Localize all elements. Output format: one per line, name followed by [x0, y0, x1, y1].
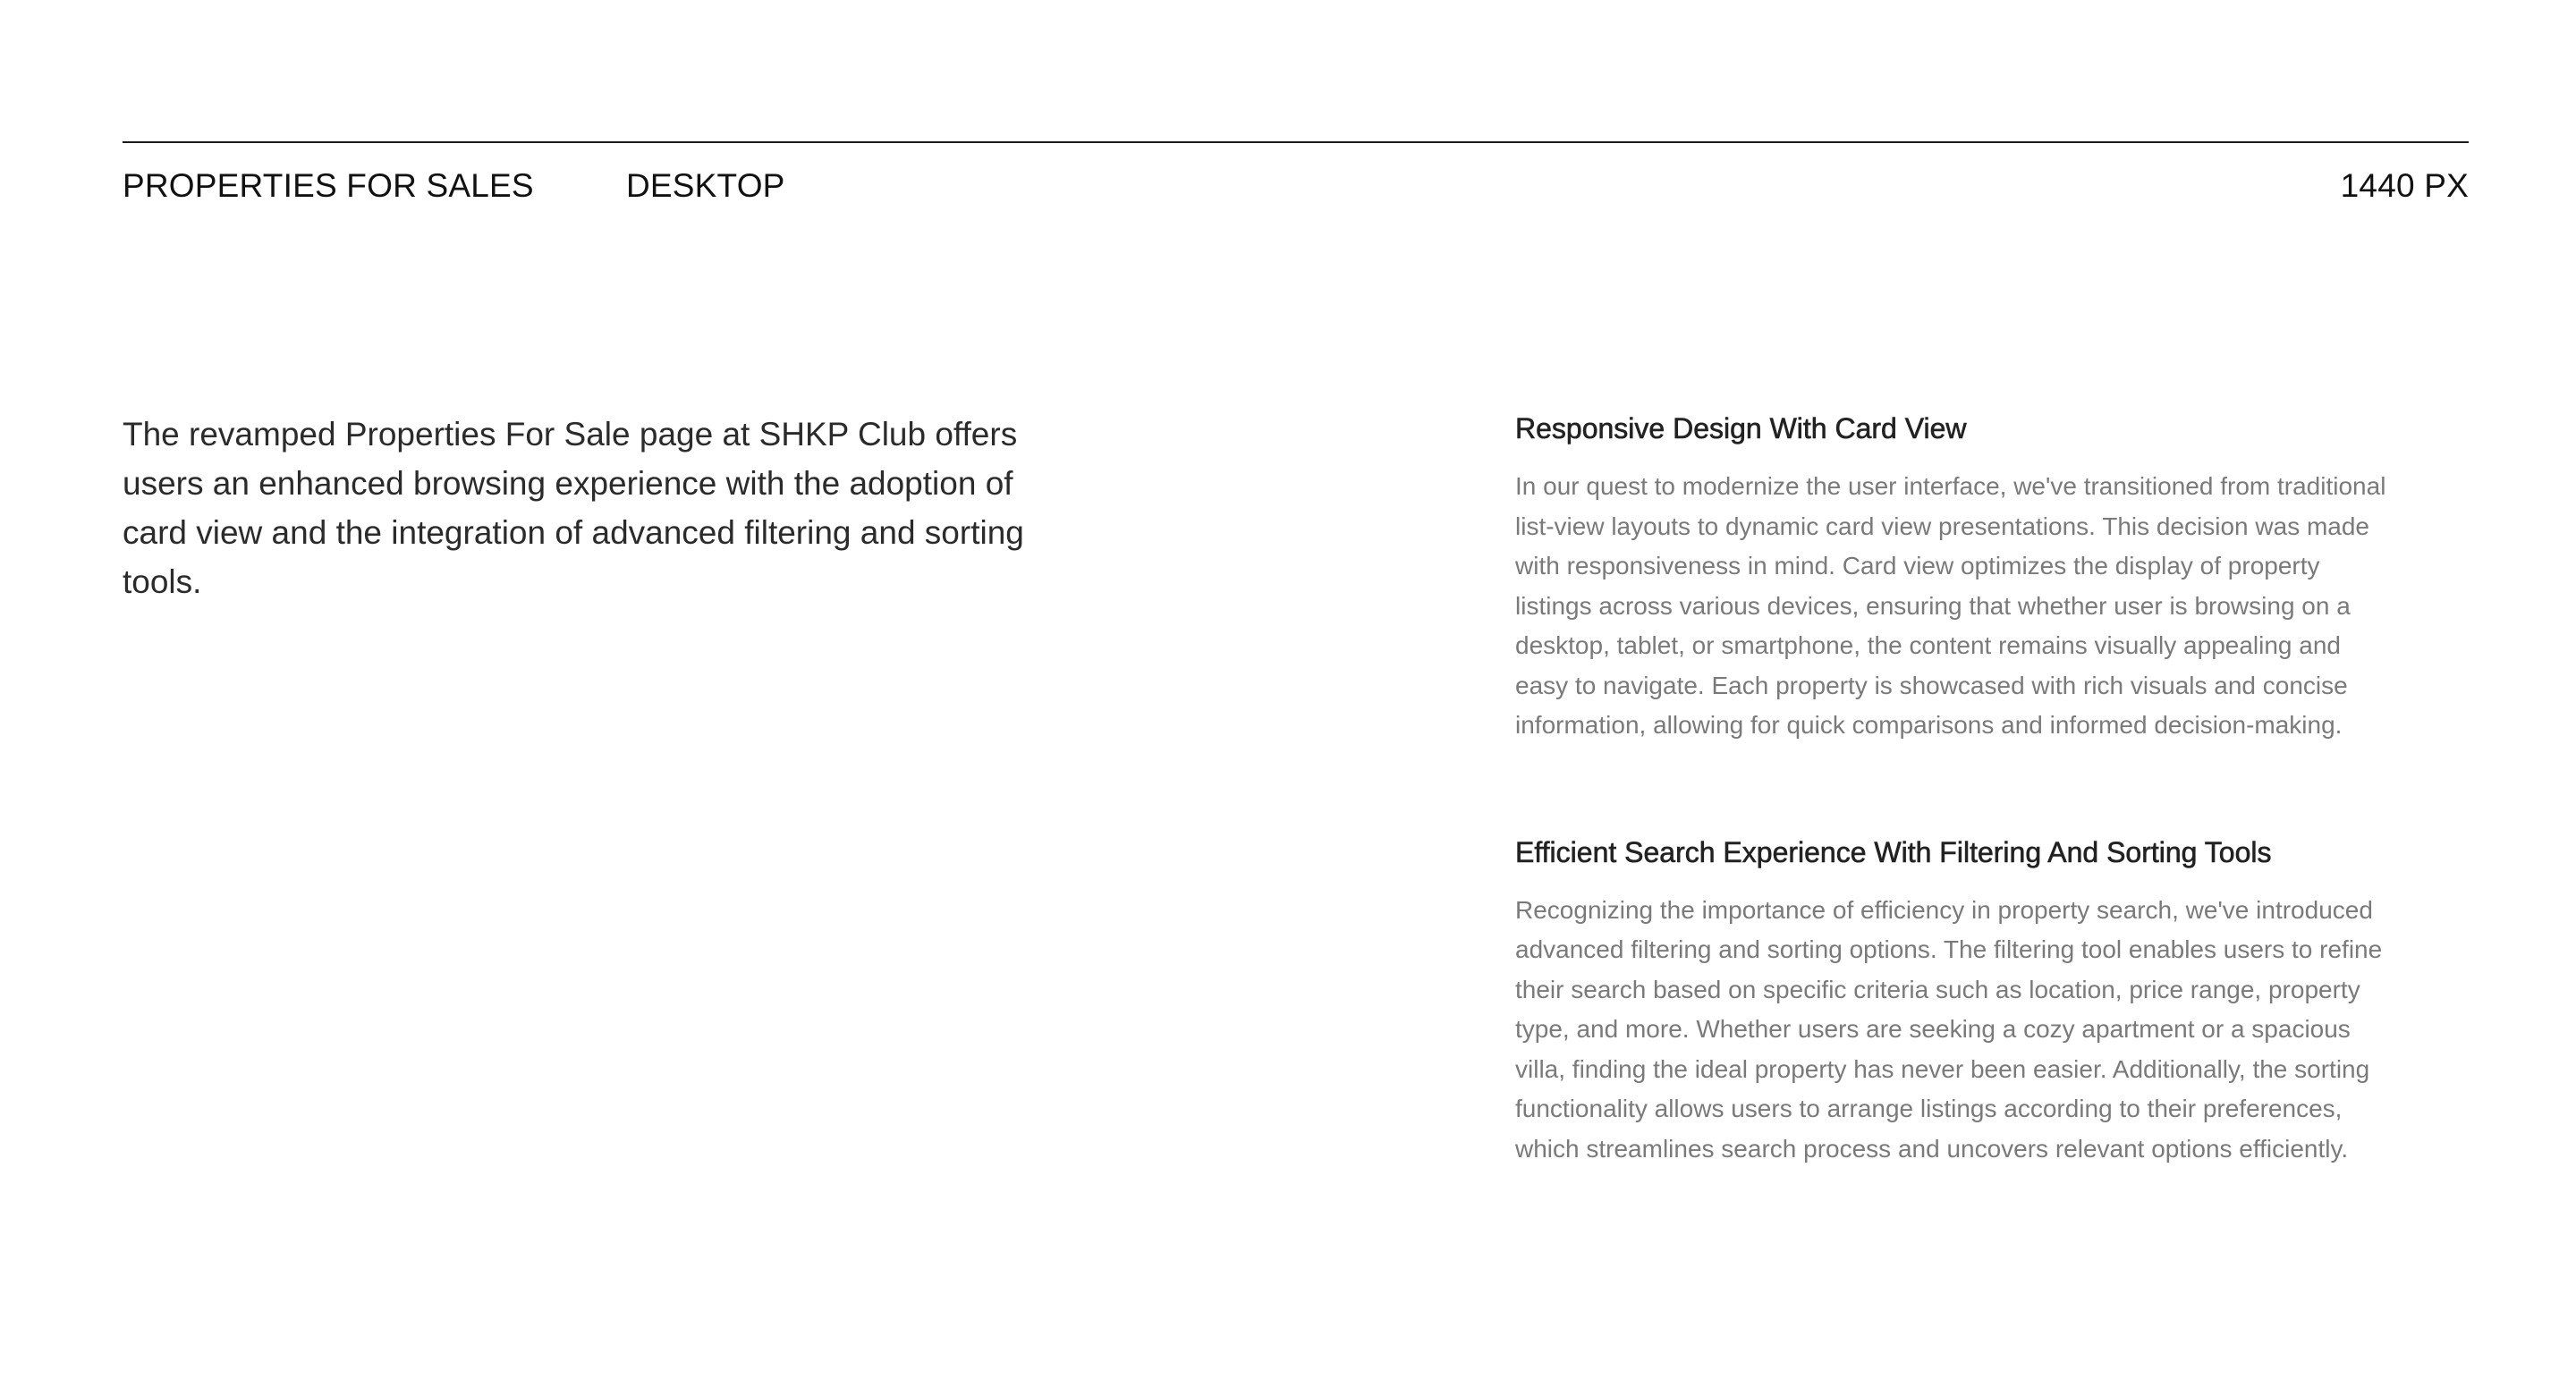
viewport-width-label: 1440 PX [2340, 167, 2469, 204]
header-divider [123, 141, 2469, 143]
intro-paragraph: The revamped Properties For Sale page at SHKP Club offers users an enhanced browsing experience with the adoption of card view and the integration of advanced filtering and sorting tools. [123, 416, 1024, 600]
feature-sections [1515, 408, 2392, 1255]
case-study-page [123, 0, 2469, 1379]
section-title: Responsive Design With Card View [1515, 412, 1967, 444]
section-title: Efficient Search Experience With Filtering And Sorting Tools [1515, 835, 2272, 868]
section-body: Recognizing the importance of efficiency in property search, we've introduced advanced filtering and sorting options. The filtering tool enables users to refine their search based on specific criteria such as location, price range, property type, and more. Whether users are seeking a cozy apartment or a spacious villa, finding the ideal property has never been easier. Additionally, the sorting functionality allows users to arrange listings according to their preferences, which streamlines search process and uncovers relevant options efficiently. [1515, 895, 2383, 1163]
section-responsive-design [1515, 408, 2392, 746]
section-body: In our quest to modernize the user interface, we've transitioned from traditional list-view layouts to dynamic card view presentations. This decision was made with responsiveness in mind. Card view optimizes the display of property listings across various devices, ensuring that whether user is browsing on a desktop, tablet, or smartphone, the content remains visually appealing and easy to navigate. Each property is showcased with rich visuals and concise information, allowing for quick comparisons and informed decision-making. [1515, 472, 2386, 739]
page-header [123, 165, 2469, 207]
project-title: PROPERTIES FOR SALES [123, 167, 534, 204]
platform-label: DESKTOP [626, 167, 785, 204]
section-search-experience [1515, 832, 2392, 1170]
